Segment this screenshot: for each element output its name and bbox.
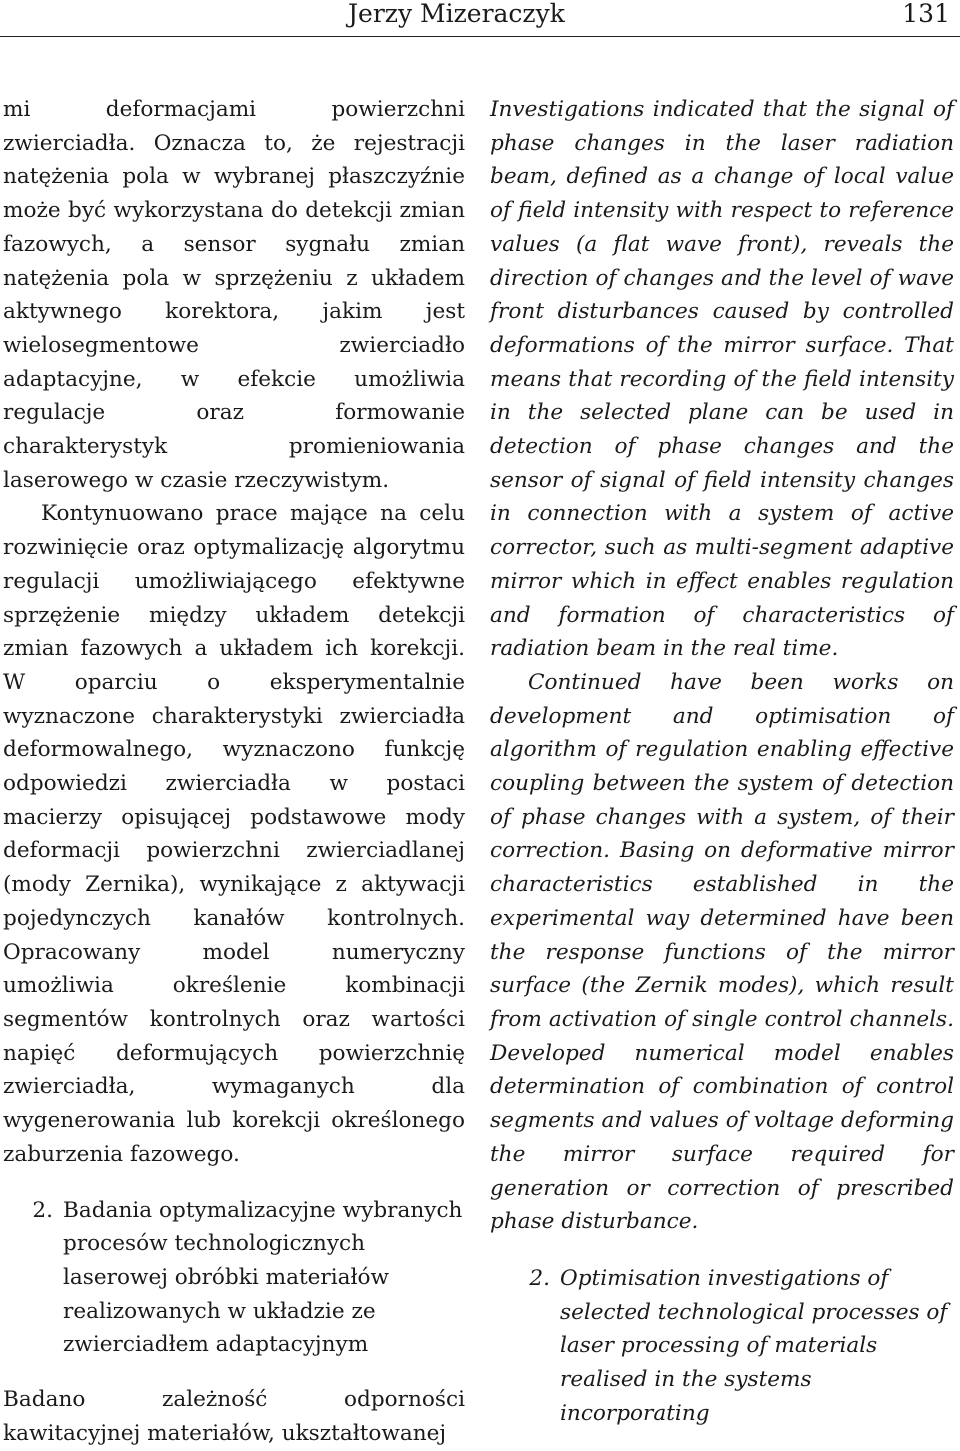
polish-paragraph-2: Kontynuowano prace mające na celu rozwinięcie oraz optymalizację algorytmu regulacji umożliwiającego efektywne sprzężenie między układem detekcji zmian fazowych a układem ich korekcji. W oparciu o eksperymentalnie wyznaczone charakterystyki zwierciadła deformowalnego, wyznaczono funkcję odpowiedzi zwierciadła w postaci macierzy opisującej podstawowe mody deformacji powierzchni zwierciadlanej (mody Zernika), wynikające z aktywacji pojedynczych kanałów kontrolnych. Opracowany model numeryczny umożliwia określenie kombinacji segmentów kontrolnych oraz wartości napięć deformujących powierzchnię zwierciadła, wymaganych dla wygenerowania lub korekcji określonego zaburzenia fazowego. <box>3 501 465 1167</box>
polish-section-number: 2. <box>32 1197 53 1223</box>
english-text-column <box>490 93 954 1451</box>
page-number: 131 <box>902 0 950 28</box>
running-head-author: Jerzy Mizeraczyk <box>348 0 565 28</box>
english-paragraph-1: Investigations indicated that the signal of phase changes in the laser radiation beam, defined as a change of local value of field intensity with respect to reference values (a flat wave front), reveals the direction of changes and the level of wave front disturbances caused by controlled deformations of the mirror surface. That means that recording of the field intensity in the selected plane can be used in detection of phase changes and the sensor of signal of field intensity changes in connection with a system of active corrector, such as multi-segment adaptive mirror which in effect enables regulation and formation of characteristics of radiation beam in the real time. <box>490 97 954 662</box>
polish-paragraph-3: Badano zależność odporności kawitacyjnej materiałów, ukształtowanej <box>3 1387 465 1446</box>
english-paragraph-2: Continued have been works on development and optimisation of algorithm of regulation enabling effective coupling between the system of detection of phase changes with a system, of their correction. Basing on deformative mirror characteristics established in the experimental way determined have been the response functions of the mirror surface (the Zernik modes), which result from activation of single control channels. Developed numerical model enables determination of combination of control segments and values of voltage deforming the mirror surface required for generation or correction of prescribed phase disturbance. <box>490 669 954 1235</box>
english-section-number: 2. <box>529 1265 550 1291</box>
english-section-title: Optimisation investigations of selected technological processes of laser processing of materials realised in the systems incorporating <box>560 1265 948 1426</box>
polish-section-heading <box>3 1194 465 1363</box>
page-header <box>0 0 960 37</box>
polish-text-column <box>3 93 465 1450</box>
polish-paragraph-1: mi deformacjami powierzchni zwierciadła. Oznacza to, że rejestracji natężenia pola w wybranej płaszczyźnie może być wykorzystana do detekcji zmian fazowych, a sensor sygnału zmian natężenia pola w sprzężeniu z układem aktywnego korektora, jakim jest wielosegmentowe zwierciadło adaptacyjne, w efekcie umożliwia regulacje oraz formowanie charakterystyk promieniowania laserowego w czasie rzeczywistym. <box>3 97 465 493</box>
english-section-heading <box>490 1262 954 1431</box>
polish-section-title: Badania optymalizacyjne wybranych procesów technologicznych laserowej obróbki materiałów realizowanych w układzie ze zwierciadłem adaptacyjnym <box>63 1197 463 1358</box>
